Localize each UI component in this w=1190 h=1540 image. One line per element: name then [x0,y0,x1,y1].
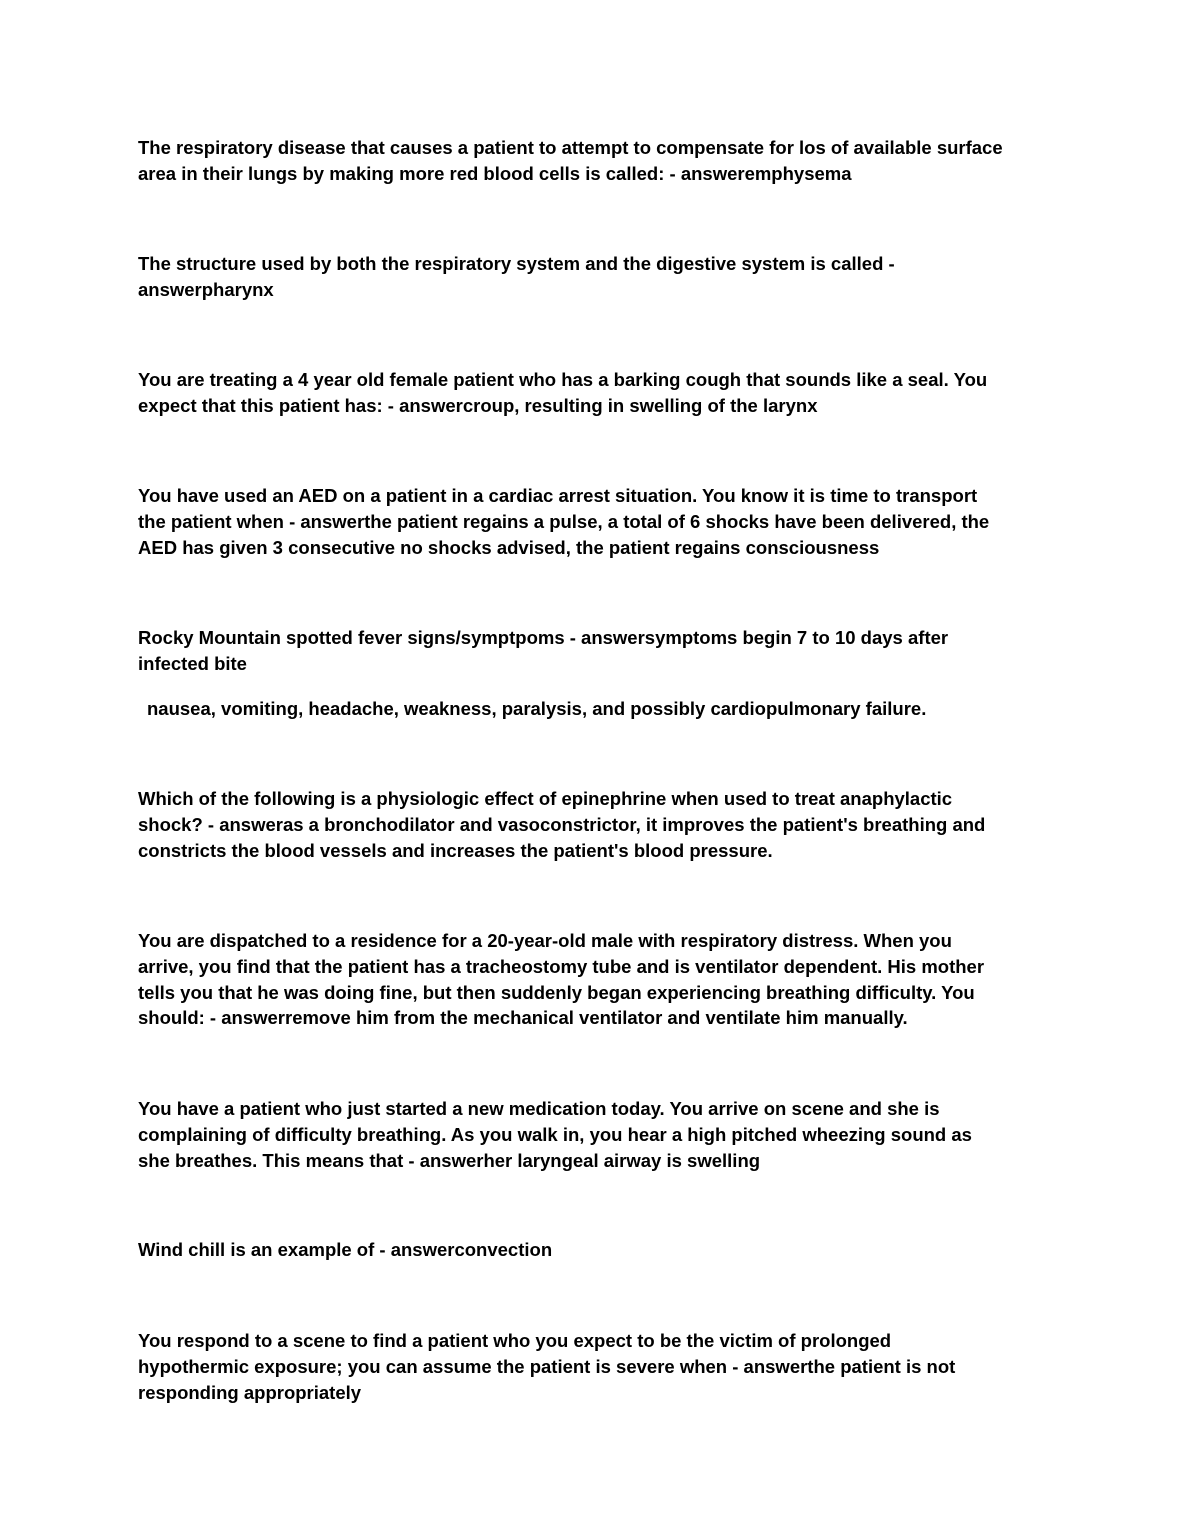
qa-paragraph-epinephrine: Which of the following is a physiologic effect of epinephrine when used to treat anaphylactic shock? - answeras a bronchodilator and vasoconstrictor, it improves the patient's breathing and constricts the blood vessels and increases the patient's blood pressure. [138,788,986,861]
qa-paragraph-tracheostomy: You are dispatched to a residence for a 20-year-old male with respiratory distress. When you arrive, you find that the patient has a tracheostomy tube and is ventilator dependent. His mother tells you that he was doing fine, but then suddenly began experiencing breathing difficulty. You should: - answerremove him from the mechanical ventilator and ventilate him manually. [138,930,985,1029]
qa-paragraph-wind-chill: Wind chill is an example of - answerconvection [138,1239,553,1260]
qa-paragraph-emphysema: The respiratory disease that causes a patient to attempt to compensate for los of available surface area in their lungs by making more red blood cells is called: - answeremphysema [138,137,1003,184]
qa-paragraph-aed: You have used an AED on a patient in a cardiac arrest situation. You know it is time to transport the patient when - answerthe patient regains a pulse, a total of 6 shocks have been delivered, the AED has given 3 consecutive no shocks advised, the patient regains consciousness [138,485,990,558]
qa-paragraph-rocky-mountain: Rocky Mountain spotted fever signs/symptpoms - answersymptoms begin 7 to 10 days after infected bite [138,627,949,674]
qa-paragraph-hypothermia: You respond to a scene to find a patient who you expect to be the victim of prolonged hypothermic exposure; you can assume the patient is severe when - answerthe patient is not responding appropriately [138,1330,956,1403]
qa-paragraph-rocky-mountain-continued: nausea, vomiting, headache, weakness, paralysis, and possibly cardiopulmonary failure. [147,698,927,719]
qa-paragraph-medication: You have a patient who just started a new medication today. You arrive on scene and she is complaining of difficulty breathing. As you walk in, you hear a high pitched wheezing sound as she breathes. This means that - answerher laryngeal airway is swelling [138,1098,972,1171]
qa-paragraph-pharynx: The structure used by both the respiratory system and the digestive system is called - answerpharynx [138,253,895,300]
qa-paragraph-croup: You are treating a 4 year old female patient who has a barking cough that sounds like a seal. You expect that this patient has: - answercroup, resulting in swelling of the larynx [138,369,988,416]
